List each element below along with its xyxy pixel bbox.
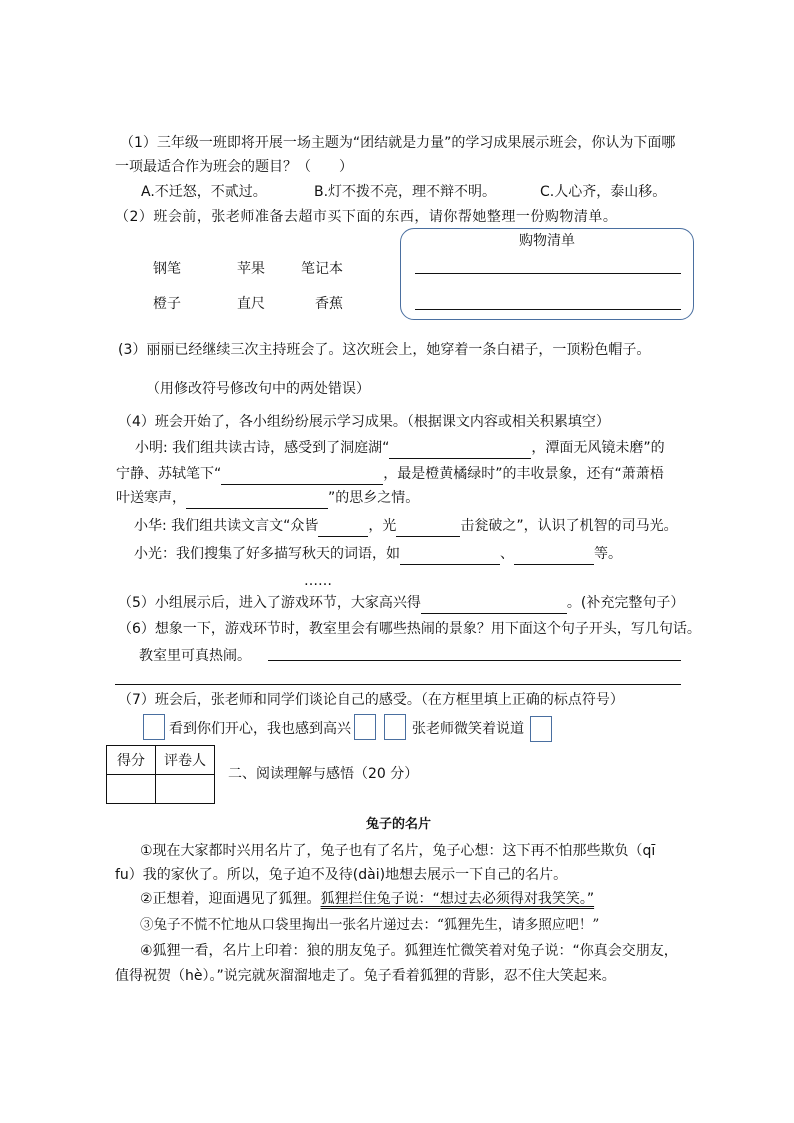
q4-prompt: （4）班会开始了，各小组纷纷展示学习成果。（根据课文内容或相关积累填空）: [118, 414, 610, 430]
q7-prompt: （7）班会后，张老师和同学们谈论自己的感受。（在方框里填上正确的标点符号）: [118, 692, 624, 708]
score-header: 得分: [107, 746, 156, 775]
shopping-list-title: 购物清单: [519, 233, 575, 249]
q4-xiaoguang-text-c: 等。: [594, 546, 622, 562]
section2-heading: 二、阅读理解与感悟（20 分）: [228, 766, 419, 782]
q4-xiaohua-line: [134, 515, 678, 537]
story-title: 兔子的名片: [366, 817, 432, 832]
q1-option-b: B.灯不拨不亮，理不辩不明。: [314, 184, 497, 200]
q4-xiaoming-line2: [116, 463, 664, 485]
q4-xiaoguang-text-a: 小光：我们搜集了好多描写秋天的词语，如: [134, 546, 400, 562]
q4-xiaohua-text-c: 击瓮破之”，认识了机智的司马光。: [460, 518, 678, 534]
q4-xiaoming-text-1b: ，潭面无风镜未磨”的: [531, 440, 665, 456]
q4-ellipsis: ……: [304, 573, 332, 589]
q7-part2: 张老师微笑着说道: [412, 721, 524, 737]
story-p4-line1: ④狐狸一看，名片上印着：狼的朋友兔子。狐狸连忙微笑着对兔子说：“你真会交朋友，: [140, 943, 678, 959]
q4-xiaoming-text-2a: 宁静、苏轼笔下“: [116, 466, 222, 482]
q4-xiaoming-text-2b: ，最是橙黄橘绿时”的丰收景象，还有“萧萧梧: [383, 466, 664, 482]
q2-prompt: （2）班会前，张老师准备去超市买下面的东西，请你帮她整理一份购物清单。: [115, 209, 618, 225]
q4-blank-5[interactable]: [396, 520, 460, 537]
q4-xiaoguang-line: [134, 543, 622, 565]
q2-item-pen: 钢笔: [153, 261, 181, 277]
q4-blank-6[interactable]: [400, 548, 500, 565]
q4-xiaoming-text-1a: 小明: 我们组共读古诗，感受到了洞庭湖“: [135, 440, 390, 456]
grader-cell[interactable]: [156, 775, 215, 804]
q6-prompt: （6）想象一下，游戏环节时，教室里会有哪些热闹的景象？用下面这个句子开头，写几句话。: [118, 621, 701, 637]
q4-blank-3[interactable]: [186, 492, 328, 509]
shopping-list-line-1[interactable]: [415, 273, 681, 274]
shopping-list-line-2[interactable]: [415, 309, 681, 310]
q4-blank-2[interactable]: [221, 468, 383, 485]
q1-option-c: C.人心齐，泰山移。: [540, 184, 667, 200]
q6-answer-line-1[interactable]: [268, 660, 681, 661]
story-p3: ③兔子不慌不忙地从口袋里掏出一张名片递过去：“狐狸先生，请多照应吧！”: [140, 917, 600, 933]
story-p2: [140, 888, 594, 910]
q4-blank-4[interactable]: [318, 520, 368, 537]
shopping-list-box: [400, 228, 694, 320]
q2-item-banana: 香蕉: [315, 296, 343, 312]
q7-punct-box-3[interactable]: [384, 714, 406, 740]
q5-suffix: 。(补充完整句子）: [566, 595, 685, 611]
q4-xiaoguang-text-b: 、: [500, 546, 514, 562]
q4-blank-1[interactable]: [389, 442, 531, 459]
story-p4-line2: 值得祝贺（hè）。”说完就灰溜溜地走了。兔子看着狐狸的背影，忍不住大笑起来。: [115, 968, 616, 984]
q7-punct-box-1[interactable]: [143, 714, 165, 740]
q5-blank[interactable]: [421, 597, 567, 614]
score-cell[interactable]: [107, 775, 156, 804]
q2-item-ruler: 直尺: [237, 296, 265, 312]
q4-xiaoming-line3: [116, 487, 419, 509]
q6-answer-line-2[interactable]: [115, 684, 681, 685]
q5-line: [118, 592, 684, 614]
q4-xiaoming-text-3b: ”的思乡之情。: [328, 490, 420, 506]
q2-item-apple: 苹果: [237, 261, 265, 277]
q4-xiaoming-line1: [135, 437, 665, 459]
q7-part1: 看到你们开心，我也感到高兴: [169, 721, 351, 737]
q4-xiaoming-text-3a: 叶送寒声，: [116, 490, 186, 506]
q6-starter: 教室里可真热闹。: [139, 648, 251, 664]
story-p1-line2: fu）我的家伙了。所以，兔子迫不及待(dài)地想去展示一下自己的名片。: [115, 867, 568, 883]
q2-item-orange: 橙子: [153, 296, 181, 312]
score-table: [106, 745, 215, 804]
q1-line2: 一项最适合作为班会的题目？（ ）: [115, 159, 353, 175]
q2-item-notebook: 笔记本: [301, 261, 343, 277]
q3-sentence: (3）丽丽已经继续三次主持班会了。这次班会上，她穿着一条白裙子，一顶粉色帽子。: [118, 342, 651, 358]
story-p2-text: ②正想着，迎面遇见了狐狸。: [140, 891, 321, 907]
grader-header: 评卷人: [156, 746, 215, 775]
story-p2-underlined: 狐狸拦住兔子说：“想过去必须得对我笑笑。”: [320, 891, 595, 907]
q3-instruction: （用修改符号修改句中的两处错误）: [146, 381, 370, 397]
q4-xiaohua-text-b: ，光: [368, 518, 397, 534]
q5-prefix: （5）小组展示后，进入了游戏环节，大家高兴得: [118, 595, 421, 611]
q4-blank-7[interactable]: [514, 548, 594, 565]
q1-option-a: A.不迁怒，不贰过。: [141, 184, 267, 200]
q4-xiaohua-text-a: 小华: 我们组共读文言文“众皆: [134, 518, 319, 534]
q7-punct-box-2[interactable]: [354, 714, 376, 740]
story-p1-line1: ①现在大家都时兴用名片了，兔子也有了名片，兔子心想：这下再不怕那些欺负（qī: [140, 843, 656, 859]
q7-punct-box-4[interactable]: [530, 716, 552, 742]
q1-line1: （1）三年级一班即将开展一场主题为“团结就是力量”的学习成果展示班会，你认为下面哪: [120, 135, 676, 151]
